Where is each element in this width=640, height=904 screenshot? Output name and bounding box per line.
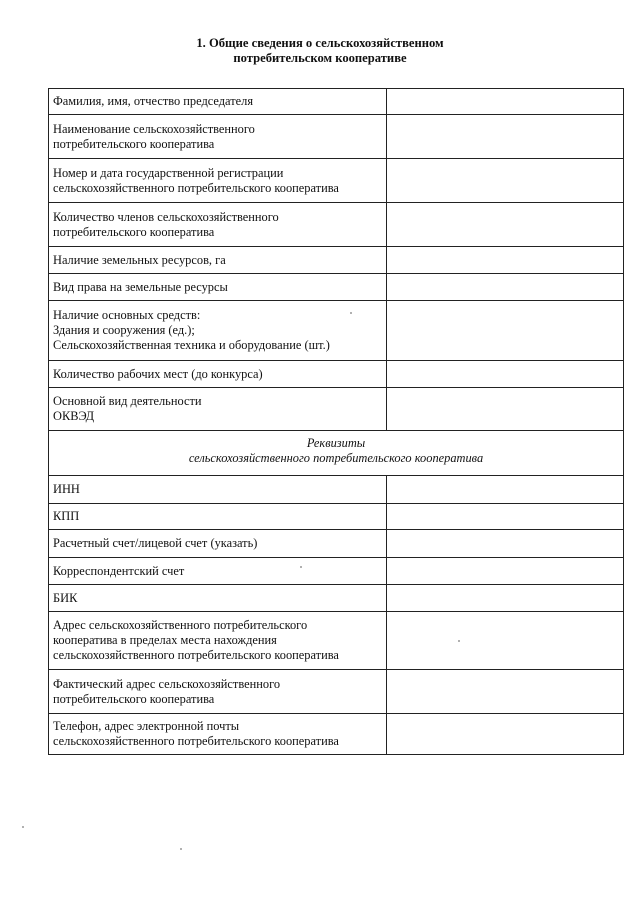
row-label-line: Фактический адрес сельскохозяйственного bbox=[53, 677, 281, 691]
row-value-cell[interactable] bbox=[387, 274, 624, 301]
row-label bbox=[49, 504, 387, 530]
row-label bbox=[49, 585, 387, 612]
scan-speck bbox=[458, 640, 460, 642]
row-label-line: Вид права на земельные ресурсы bbox=[53, 280, 228, 294]
row-label-line: Сельскохозяйственная техника и оборудование (шт.) bbox=[53, 338, 330, 352]
requisites-section-title bbox=[49, 431, 624, 476]
scan-speck bbox=[180, 848, 182, 850]
row-label bbox=[49, 714, 387, 755]
form-row bbox=[49, 714, 624, 755]
row-value-cell[interactable] bbox=[387, 388, 624, 431]
form-row bbox=[49, 585, 624, 612]
row-label bbox=[49, 361, 387, 388]
row-label-line: потребительского кооператива bbox=[53, 692, 215, 706]
row-label-line: сельскохозяйственного потребительского кооператива bbox=[53, 648, 339, 662]
form-row bbox=[49, 247, 624, 274]
scan-speck bbox=[350, 312, 352, 314]
row-label-line: Телефон, адрес электронной почты bbox=[53, 719, 240, 733]
form-row bbox=[49, 274, 624, 301]
row-value-cell[interactable] bbox=[387, 558, 624, 585]
section-title-line: сельскохозяйственного потребительского кооператива bbox=[188, 451, 484, 465]
row-label-line: Расчетный счет/лицевой счет (указать) bbox=[53, 536, 258, 550]
row-value-cell[interactable] bbox=[387, 115, 624, 159]
row-label bbox=[49, 670, 387, 714]
row-value-cell[interactable] bbox=[387, 203, 624, 247]
row-label-line: Основной вид деятельности bbox=[53, 394, 202, 408]
row-label-line: БИК bbox=[53, 591, 78, 605]
form-row bbox=[49, 670, 624, 714]
title-line-1: 1. Общие сведения о сельскохозяйственном bbox=[196, 36, 444, 50]
section-title-line: Реквизиты bbox=[306, 436, 366, 450]
cooperative-info-table bbox=[48, 88, 624, 755]
row-value-cell[interactable] bbox=[387, 89, 624, 115]
row-value-cell[interactable] bbox=[387, 670, 624, 714]
row-label bbox=[49, 612, 387, 670]
form-row bbox=[49, 159, 624, 203]
page-title bbox=[0, 36, 640, 66]
row-value-cell[interactable] bbox=[387, 612, 624, 670]
row-label bbox=[49, 476, 387, 504]
form-row bbox=[49, 388, 624, 431]
row-label-line: потребительского кооператива bbox=[53, 137, 215, 151]
row-label-line: сельскохозяйственного потребительского кооператива bbox=[53, 181, 339, 195]
row-label-line: Адрес сельскохозяйственного потребительского bbox=[53, 618, 308, 632]
row-label bbox=[49, 388, 387, 431]
row-label bbox=[49, 274, 387, 301]
row-label-line: Здания и сооружения (ед.); bbox=[53, 323, 195, 337]
form-row bbox=[49, 504, 624, 530]
row-label bbox=[49, 558, 387, 585]
row-label-line: Наличие земельных ресурсов, га bbox=[53, 253, 226, 267]
row-value-cell[interactable] bbox=[387, 361, 624, 388]
form-row bbox=[49, 203, 624, 247]
row-label bbox=[49, 115, 387, 159]
row-value-cell[interactable] bbox=[387, 301, 624, 361]
row-label-line: кооператива в пределах места нахождения bbox=[53, 633, 277, 647]
scan-speck bbox=[22, 826, 24, 828]
row-label bbox=[49, 89, 387, 115]
form-row bbox=[49, 361, 624, 388]
requisites-section-row bbox=[49, 431, 624, 476]
row-value-cell[interactable] bbox=[387, 476, 624, 504]
row-label bbox=[49, 247, 387, 274]
row-label-line: Наименование сельскохозяйственного bbox=[53, 122, 255, 136]
row-label-line: ИНН bbox=[53, 482, 80, 496]
row-label-line: Количество членов сельскохозяйственного bbox=[53, 210, 279, 224]
form-row bbox=[49, 476, 624, 504]
row-label-line: потребительского кооператива bbox=[53, 225, 215, 239]
form-row bbox=[49, 301, 624, 361]
row-label-line: ОКВЭД bbox=[53, 409, 95, 423]
row-value-cell[interactable] bbox=[387, 530, 624, 558]
row-label-line: Наличие основных средств: bbox=[53, 308, 201, 322]
form-row bbox=[49, 612, 624, 670]
row-label bbox=[49, 203, 387, 247]
form-row bbox=[49, 115, 624, 159]
row-label-line: КПП bbox=[53, 509, 80, 523]
row-value-cell[interactable] bbox=[387, 159, 624, 203]
row-value-cell[interactable] bbox=[387, 504, 624, 530]
row-label-line: Корреспондентский счет bbox=[53, 564, 185, 578]
row-value-cell[interactable] bbox=[387, 585, 624, 612]
scan-speck bbox=[300, 566, 302, 568]
form-row bbox=[49, 558, 624, 585]
row-label-line: Фамилия, имя, отчество председателя bbox=[53, 94, 254, 108]
row-label-line: сельскохозяйственного потребительского кооператива bbox=[53, 734, 339, 748]
title-line-2: потребительском кооперативе bbox=[233, 51, 407, 65]
row-label-line: Количество рабочих мест (до конкурса) bbox=[53, 367, 263, 381]
row-label bbox=[49, 159, 387, 203]
form-row bbox=[49, 530, 624, 558]
form-row bbox=[49, 89, 624, 115]
row-label bbox=[49, 301, 387, 361]
row-label-line: Номер и дата государственной регистрации bbox=[53, 166, 284, 180]
row-value-cell[interactable] bbox=[387, 714, 624, 755]
row-value-cell[interactable] bbox=[387, 247, 624, 274]
row-label bbox=[49, 530, 387, 558]
